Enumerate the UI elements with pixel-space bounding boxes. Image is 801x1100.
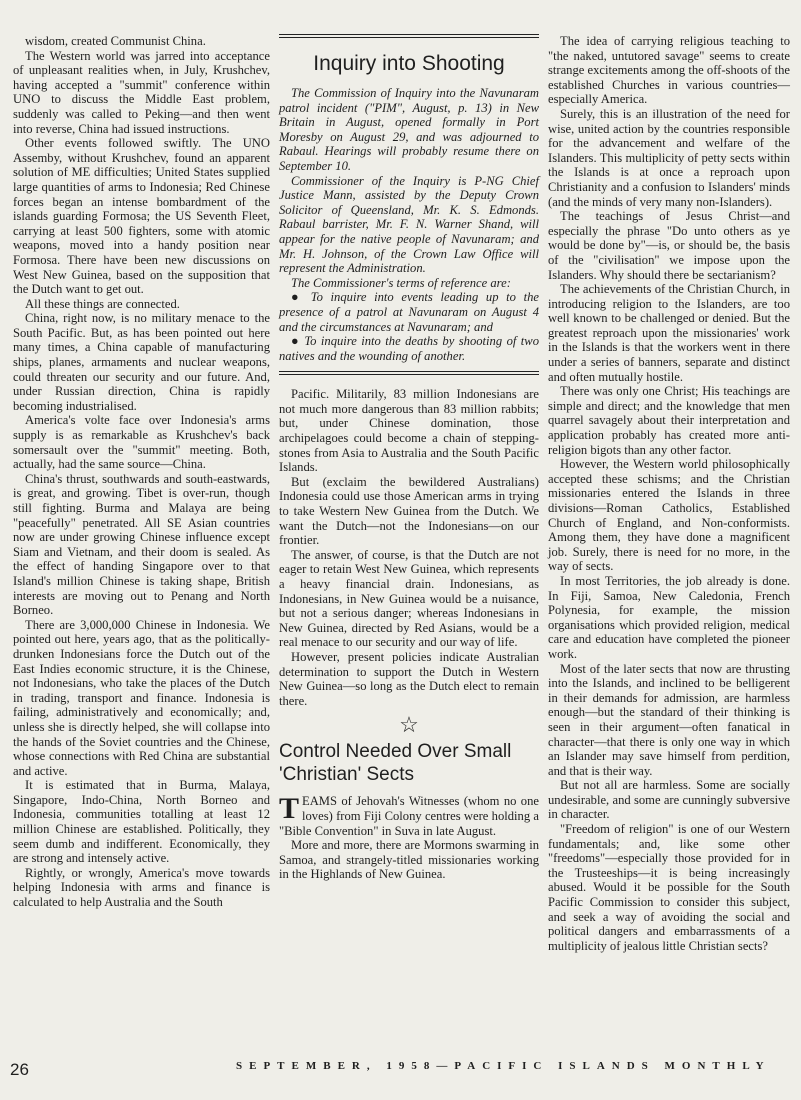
star-separator-icon: ☆ (399, 712, 419, 738)
paragraph: But not all are harmless. Some are socially undesirable, and some are cunningly subversive in character. (548, 778, 790, 822)
box-top-rule (279, 34, 539, 38)
box-paragraph: Commissioner of the Inquiry is P-NG Chief Justice Mann, assisted by the Deputy Crown Solicitor of Queensland, Mr. K. S. Edmonds. Rabaul barrister, Mr. F. N. Warner Shand, will appear for the native people of Navunaram; and Mr. H. Johnson, of the Crown Law Office will represent the Administration. (279, 173, 539, 276)
article-body (279, 838, 539, 882)
box-bullet: ● To inquire into the deaths by shooting of two natives and the wounding of another. (279, 334, 539, 363)
column-left (13, 34, 270, 910)
paragraph: Other events followed swiftly. The UNO Assemby, without Krushchev, found an apparent solution of ME difficulties; United States supplied large quantities of arms to Indonesia; Red Chinese forces began an intense bombardment of the islands guarding Formosa; the US Seventh Fleet, carrying at least 500 fighters, some with atomic weapons, moved into a handy position near Formosa. There have been new discussions on West New Guinea, based on the supposition that the Dutch want to get out. (13, 136, 270, 297)
column-right (548, 34, 790, 953)
paragraph: America's volte face over Indonesia's arms supply is as remarkable as Krushchev's back somersault over the "summit" meeting. Both, actually, had the same source—China. (13, 413, 270, 472)
box-paragraph: The Commissioner's terms of reference are: (291, 275, 511, 290)
inquiry-box-body (279, 86, 539, 363)
paragraph: Pacific. Militarily, 83 million Indonesians are not much more dangerous than 83 million rabbits; but, under Chinese domination, those archipelagoes could become a chain of stepping-stones from Asia to Australia and the South Pacific Islands. (279, 387, 539, 475)
paragraph: However, the Western world philosophically accepted these schisms; and the Christian missionaries entered the Islands in three divisions—Roman Catholics, Established Church of England, and Non-conformists. Among them, they have done a magnificent job. Surely, there is need for no more, in the way of sects. (548, 457, 790, 574)
paragraph: But (exclaim the bewildered Australians) Indonesia could use those American arms in trying to take Western New Guinea from the Dutch. We want the Dutch—not the Indonesians—on our frontier. (279, 474, 539, 548)
paragraph: Most of the later sects that now are thrusting into the Islands, and inclined to be belligerent in their demands for admission, are harmless enough—but the standard of their thinking is seen in their argument—often fanatical in character—that there is only one way in which an Islander may save himself from perdition, and that is their way. (548, 661, 790, 778)
paragraph: Surely, this is an illustration of the need for wise, united action by the countries responsible for the advancement and welfare of the Islanders. This multiplicity of petty sects within the Islands is at once a reproach upon Christianity and a confusion to Islanders' minds (and the minds of very many non-Islanders). (548, 106, 790, 209)
paragraph: It is estimated that in Burma, Malaya, Singapore, Indo-China, North Borneo and Indonesia, communities totalling at least 12 million Chinese are established. Politically, they seem dumb and indifferent. Economically, they are strong and intensely active. (13, 778, 270, 866)
paragraph: The Western world was jarred into acceptance of unpleasant realities when, in July, Krushchev, having accepted a "summit" conference within UNO to discuss the Middle East problem, suddenly was called to Peking—and then went into reverse, China had issued instructions. (13, 48, 270, 136)
box-bullet: ● To inquire into events leading up to the presence of a patrol at Navunaram on August 4 and the circumstances at Navunaram; and (279, 290, 539, 334)
paragraph: Rightly, or wrongly, America's move towards helping Indonesia with arms and finance is calculated to help Australia and the South (13, 865, 270, 910)
column-middle (279, 34, 539, 882)
paragraph: The answer, of course, is that the Dutch are not eager to retain West New Guinea, which represents a heavy financial drain. Indonesians, as Indonesians, in New Guinea would be a nuisance, but not a serious danger; whereas Indonesians in New Guinea, directed by Red Asians, would be a real menace to our security and our way of life. (279, 547, 539, 650)
paragraph: China's thrust, southwards and south-eastwards, is great, and growing. Tibet is over-run, though still fighting. Burma and Malaya are being "peacefully" penetrated. All SE Asian countries now are under growing Chinese influence except Siam and Vietnam, and their doom is sealed. As the effect of handing Singapore over to that Island's million Chinese is taking shape, British interests are moving out to Penang and North Borneo. (13, 471, 270, 618)
box-title: Inquiry into Shooting (313, 52, 505, 75)
page-number: 26 (10, 1060, 29, 1079)
paragraph: There was only one Christ; His teachings are simple and direct; and the knowledge that men quarrel savagely about their interpretation and application probably has created more anti-religion bigots than any other factor. (548, 384, 790, 457)
paragraph: In most Territories, the job already is done. In Fiji, Samoa, New Caledonia, French Polynesia, for example, the mission organisations which provided religion, medical care and education have completed the pioneer work. (548, 573, 790, 661)
paragraph: The idea of carrying religious teaching to "the naked, untutored savage" seems to create strange excitements among the off-shoots of the established Churches in various countries—especially America. (548, 34, 790, 107)
column-middle-body (279, 387, 539, 708)
paragraph: The teachings of Jesus Christ—and especially the phrase "Do unto others as ye would be done by"—is, or should be, the basis of the "civilisation" we impose upon the Islanders. Why should there be sectarianism? (548, 209, 790, 282)
article-lead (279, 794, 539, 838)
paragraph: "Freedom of religion" is one of our Western fundamentals; and, like some other "freedoms"—especially those provided for in the Trusteeships—it is being increasingly abused. Would it be possible for the South Pacific Commission to consider this subject, and seek a way of avoiding the social and political dangers and embarrassments of a multiplicity of jealous little Christian sects? (548, 822, 790, 953)
article-title: Control Needed Over Small 'Christian' Sects (279, 741, 512, 786)
paragraph: The achievements of the Christian Church, in introducing religion to the Islanders, are too well known to be challenged or denied. But the greatest reproach upon the missionaries' work in the Islands is that the workers went in there under a series of banners, separate and distinct and often mutually hostile. (548, 282, 790, 384)
paragraph: wisdom, created Communist China. (25, 34, 206, 48)
paragraph: China, right now, is no military menace to the South Pacific. But, as has been pointed out here many times, a China capable of manufacturing ships, planes, armaments and nuclear weapons, could threaten our security and our future. And, under Russian direction, China is rapidly becoming industrialised. (13, 311, 270, 413)
paragraph: However, present policies indicate Australian determination to support the Dutch in Western New Guinea—so long as the Dutch elect to remain there. (279, 649, 539, 708)
paragraph: More and more, there are Mormons swarming in Samoa, and strangely-titled missionaries working in the Highlands of New Guinea. (279, 838, 539, 882)
drop-cap: T (279, 792, 300, 826)
running-head: SEPTEMBER, 1958—PACIFIC ISLANDS MONTHLY (236, 1060, 771, 1072)
paragraph: There are 3,000,000 Chinese in Indonesia. We pointed out here, years ago, that as the politically-drunken Indonesians force the Dutch out of the East Indies economic structure, it is the Chinese, not Indonesians, who take the places of the Dutch in trading, transport and finance. Indonesia is failing, administratively and economically; and, unless she is directly helped, she will collapse into the hands of the Soviet countries and the Chinese, whose connections with Red China are substantial and active. (13, 617, 270, 778)
box-paragraph: The Commission of Inquiry into the Navunaram patrol incident ("PIM", August, p. 13) in New Britain in August, opened formally in Port Moresby on August 29, and was adjourned to Rabaul. Hearings will probably resume there on September 10. (279, 86, 539, 173)
paragraph: All these things are connected. (25, 296, 180, 311)
article-lead-text: EAMS of Jehovah's Witnesses (whom no one loves) from Fiji Colony centres were holding a "Bible Convention" in Suva in late August. (279, 794, 539, 838)
